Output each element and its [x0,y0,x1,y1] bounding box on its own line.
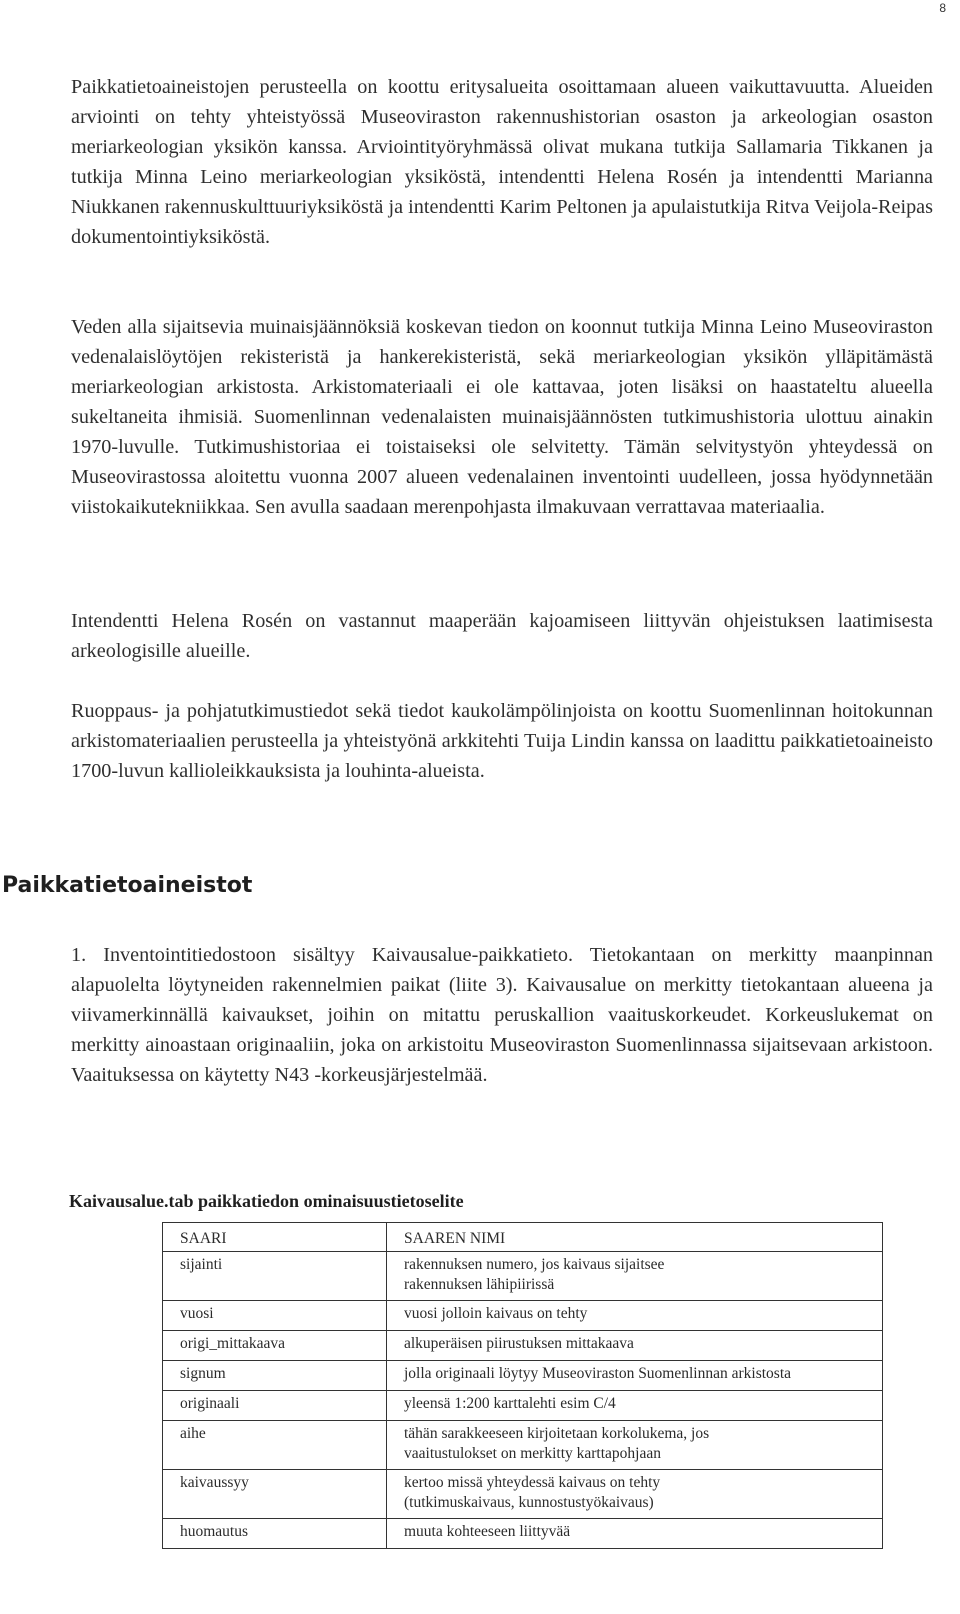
description-line: rakennuksen lähipiirissä [404,1276,555,1293]
description-line: muuta kohteeseen liittyvää [404,1523,571,1540]
description-line: yleensä 1:200 karttalehti esim C/4 [404,1395,616,1412]
field-name-cell: origi_mittakaava [163,1331,387,1361]
field-name-cell: vuosi [163,1301,387,1331]
table-row [163,1361,883,1391]
field-description-cell [387,1361,883,1391]
field-description-cell [387,1391,883,1421]
table-body [163,1252,883,1549]
table-row [163,1331,883,1361]
paragraph-inventointi: 1. Inventointitiedostoon sisältyy Kaivausalue-paikkatieto. Tietokantaan on merkitty maanpinnan alapuolelta löytyneiden rakennelmien paikat (liite 3). Kaivausalue on merkitty tietokantaan alueena ja viivamerkinnällä kaivaukset, joihin on mitattu peruskallion vaaituskorkeudet. Korkeuslukemat on merkitty ainoastaan originaaliin, joka on arkistoitu Museoviraston Suomenlinnassa sijaitsevaan arkistoon. Vaaituksessa on käytetty N43 -korkeusjärjestelmää. [71,944,933,1086]
table-row [163,1252,883,1301]
section-heading: Paikkatietoaineistot [2,873,253,898]
field-description-cell [387,1252,883,1301]
table-title: Kaivausalue.tab paikkatiedon ominaisuustietoselite [69,1191,464,1211]
description-line: kertoo missä yhteydessä kaivaus on tehty [404,1474,661,1491]
field-description-cell [387,1519,883,1549]
page-number: 8 [939,1,946,15]
field-name-cell: originaali [163,1391,387,1421]
header-field: SAARI [163,1223,387,1252]
paragraph-ohjeistus: Intendentti Helena Rosén on vastannut maaperään kajoamiseen liittyvän ohjeistuksen laatimisesta arkeologisille alueille. [71,610,933,662]
paragraph-arviointi: Paikkatietoaineistojen perusteella on koottu eritysalueita osoittamaan alueen vaikuttavuutta. Alueiden arviointi on tehty yhteistyössä Museoviraston rakennushistorian osaston ja arkeologian osaston meriarkeologian yksikön kanssa. Arviointityöryhmässä olivat mukana tutkija Sallamaria Tikkanen ja tutkija Minna Leino meriarkeologian yksiköstä, intendentti Helena Rosén ja intendentti Marianna Niukkanen rakennuskulttuuriyksiköstä ja intendentti Karim Peltonen ja apulaistutkija Ritva Veijola-Reipas dokumentointiyksiköstä. [71,76,933,248]
field-description-cell [387,1421,883,1470]
table-header-row [163,1223,883,1252]
field-name-cell: aihe [163,1421,387,1470]
table-row [163,1301,883,1331]
description-line: jolla originaali löytyy Museoviraston Suomenlinnan arkistosta [404,1365,792,1382]
description-line: alkuperäisen piirustuksen mittakaava [404,1335,634,1352]
description-line: tähän sarakkeeseen kirjoitetaan korkolukema, jos [404,1425,710,1442]
paragraph-vedenalaiset: Veden alla sijaitsevia muinaisjäännöksiä koskevan tiedon on koonnut tutkija Minna Leino Museoviraston vedenalaislöytöjen rekisteristä ja hankerekisteristä, sekä meriarkeologian yksikön ylläpitämästä meriarkeologian arkistosta. Arkistomateriaali ei ole kattavaa, joten lisäksi on haastateltu alueella sukeltaneita ihmisiä. Suomenlinnan vedenalaisten muinaisjäännösten tutkimushistoria ulottuu ainakin 1970-luvulle. Tutkimushistoriaa ei toistaiseksi ole selvitetty. Tämän selvitystyön yhteydessä on Museovirastossa aloitettu vuonna 2007 alueen vedenalainen inventointi uudelleen, jossa hyödynnetään viistokaikutekniikkaa. Sen avulla saadaan merenpohjasta ilmakuvaan verrattavaa materiaalia. [71,316,933,518]
paragraph-ruoppaus: Ruoppaus- ja pohjatutkimustiedot sekä tiedot kaukolämpölinjoista on koottu Suomenlinnan hoitokunnan arkistomateriaalien perusteella ja yhteistyönä arkkitehti Tuija Lindin kanssa on laadittu paikkatietoaineisto 1700-luvun kallioleikkauksista ja louhinta-alueista. [71,700,933,782]
description-line: vuosi jolloin kaivaus on tehty [404,1305,588,1322]
table-row [163,1421,883,1470]
table-row [163,1391,883,1421]
description-line: vaaitustulokset on merkitty karttapohjaan [404,1445,661,1462]
header-description: SAAREN NIMI [387,1223,883,1252]
table-row [163,1519,883,1549]
field-description-cell [387,1470,883,1519]
field-description-cell [387,1331,883,1361]
attribute-table [162,1222,883,1549]
field-name-cell: huomautus [163,1519,387,1549]
description-line: (tutkimuskaivaus, kunnostustyökaivaus) [404,1494,654,1511]
field-name-cell: kaivaussyy [163,1470,387,1519]
table-row [163,1470,883,1519]
field-description-cell [387,1301,883,1331]
field-name-cell: signum [163,1361,387,1391]
field-name-cell: sijainti [163,1252,387,1301]
description-line: rakennuksen numero, jos kaivaus sijaitsee [404,1256,665,1273]
